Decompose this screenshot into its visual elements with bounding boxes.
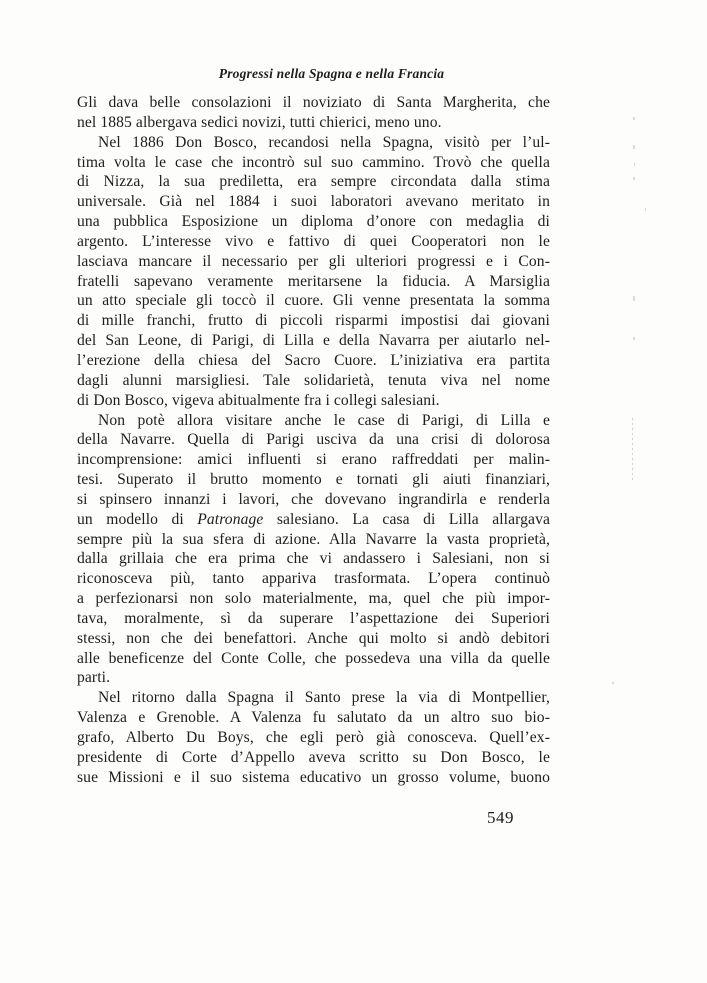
text-line: sempre più la sua sfera di azione. Alla Navarre la vasta proprietà, xyxy=(77,530,550,548)
text-line: di mille franchi, frutto di piccoli risparmi impostisi dai giovani xyxy=(77,312,550,330)
text-line: di Don Bosco, vigeva abitualmente fra i collegi salesiani. xyxy=(77,391,440,409)
scan-artifact xyxy=(645,208,646,211)
body-text-block xyxy=(77,93,550,788)
text-line: presidente di Corte d’Appello aveva scritto su Don Bosco, le xyxy=(77,748,550,766)
text-line: grafo, Alberto Du Boys, che egli però già conosceva. Quell’ex- xyxy=(77,729,550,746)
scan-artifact xyxy=(633,337,635,340)
scan-artifact xyxy=(632,418,633,482)
scan-artifact xyxy=(634,163,635,166)
italic-text: Patronage xyxy=(197,510,264,528)
text-line: Valenza e Grenoble. A Valenza fu salutato da un altro suo bio- xyxy=(77,709,550,727)
text-line: tesi. Superato il brutto momento e tornati gli aiuti finanziari, xyxy=(77,471,550,489)
running-head: Progressi nella Spagna e nella Francia xyxy=(218,66,445,81)
text-line: della Navarre. Quella di Parigi usciva da una crisi di dolorosa xyxy=(77,431,550,449)
text-line: Non potè allora visitare anche le case di Parigi, di Lilla e xyxy=(98,411,550,429)
text-line: sue Missioni e il suo sistema educativo un grosso volume, buono xyxy=(77,768,550,786)
text-line: parti. xyxy=(77,669,111,687)
scan-artifact xyxy=(633,145,635,149)
text-line: stessi, non che dei benefattori. Anche qui molto si andò debitori xyxy=(77,629,550,647)
text-line: alle beneficenze del Conte Colle, che possedeva una villa da quelle xyxy=(77,649,550,667)
scan-artifact xyxy=(633,117,635,120)
text-line: un atto speciale gli toccò il cuore. Gli venne presentata la somma xyxy=(77,292,550,310)
text-line: argento. L’interesse vivo e fattivo di quei Cooperatori non le xyxy=(77,232,550,250)
text-line: Nel 1886 Don Bosco, recandosi nella Spagna, visitò per l’ul- xyxy=(98,133,550,151)
text-line: universale. Già nel 1884 i suoi laboratori avevano meritato in xyxy=(77,193,550,211)
text-line: dalla grillaia che era prima che vi andassero i Salesiani, non si xyxy=(77,550,550,568)
scan-artifact xyxy=(633,177,635,180)
text-line: riconosceva più, tanto appariva trasformata. L’opera continuò xyxy=(77,570,550,588)
text-line: un modello di Patronage salesiano. La casa di Lilla allargava xyxy=(77,510,550,528)
scan-artifact xyxy=(633,296,635,301)
text-line: l’erezione della chiesa del Sacro Cuore. L’iniziativa era partita xyxy=(77,351,550,369)
text-line: lasciava mancare il necessario per gli ulteriori progressi e i Con- xyxy=(77,252,550,270)
text-line: nel 1885 albergava sedici novizi, tutti chierici, meno uno. xyxy=(77,113,442,131)
text-line: tima volta le case che incontrò sul suo cammino. Trovò che quella xyxy=(77,153,550,171)
text-line: dagli alunni marsigliesi. Tale solidarietà, tenuta viva nel nome xyxy=(77,371,550,389)
scan-artifact xyxy=(612,682,614,684)
text-line: tava, moralmente, sì da superare l’aspettazione dei Superiori xyxy=(77,609,550,627)
text-line: di Nizza, la sua prediletta, era sempre circondata dalla stima xyxy=(77,173,550,191)
text-line: incomprensione: amici influenti si erano raffreddati per malin- xyxy=(77,451,550,469)
text-line: del San Leone, di Parigi, di Lilla e della Navarra per aiutarlo nel- xyxy=(77,332,550,350)
text-line: si spinsero innanzi i lavori, che dovevano ingrandirla e renderla xyxy=(77,490,550,508)
text-line: a perfezionarsi non solo materialmente, ma, quel che più impor- xyxy=(77,590,550,608)
text-line: una pubblica Esposizione un diploma d’onore con medaglia di xyxy=(77,213,550,231)
page-number: 549 xyxy=(487,808,514,827)
text-line: Nel ritorno dalla Spagna il Santo prese la via di Montpellier, xyxy=(98,689,550,707)
text-line: fratelli sapevano veramente meritarsene la fiducia. A Marsiglia xyxy=(77,272,550,290)
text-line: Gli dava belle consolazioni il noviziato di Santa Margherita, che xyxy=(77,94,550,111)
